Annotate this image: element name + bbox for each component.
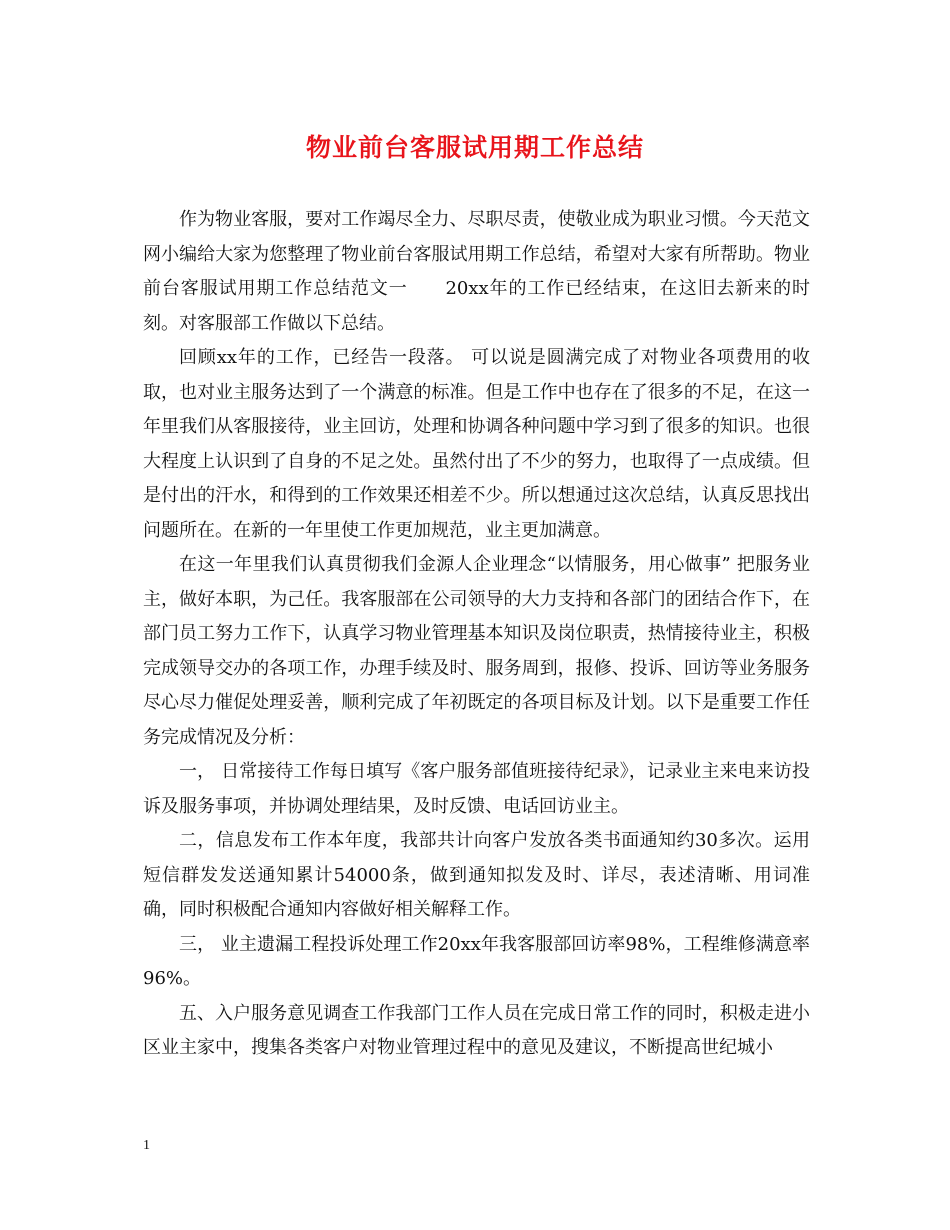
paragraph-5: 二，信息发布工作本年度，我部共计向客户发放各类书面通知约30多次。运用短信群发发送通知累计54000条，做到通知拟发及时、详尽，表述清晰、用词准确，同时积极配合通知内容做好相关解释工作。 [143, 830, 810, 920]
paragraph-6: 三， 业主遗漏工程投诉处理工作20xx年我客服部回访率98%，工程维修满意率96%。 [143, 933, 810, 989]
page-number: 1 [143, 1138, 150, 1153]
paragraph-2: 回顾xx年的工作，已经告一段落。 可以说是圆满完成了对物业各项费用的收取，也对业主服务达到了一个满意的标准。但是工作中也存在了很多的不足，在这一年里我们从客服接待，业主回访，处理和协调各种问题中学习到了很多的知识。也很大程度上认识到了自身的不足之处。虽然付出了不少的努力，也取得了一点成绩。但是付出的汗水，和得到的工作效果还相差不少。所以想通过这次总结，认真反思找出问题所在。在新的一年里使工作更加规范，业主更加满意。 [143, 347, 810, 541]
paragraph-3: 在这一年里我们认真贯彻我们金源人企业理念“以情服务，用心做事” 把服务业主，做好本职，为己任。我客服部在公司领导的大力支持和各部门的团结合作下，在部门员工努力工作下，认真学习物业管理基本知识及岗位职责，热情接待业主，积极完成领导交办的各项工作，办理手续及时、服务周到，报修、投诉、回访等业务服务尽心尽力催促处理妥善，顺利完成了年初既定的各项目标及计划。以下是重要工作任务完成情况及分析： [143, 554, 810, 748]
document-body [143, 203, 810, 1066]
paragraph-4: 一， 日常接待工作每日填写《客户服务部值班接待纪录》，记录业主来电来访投诉及服务事项，并协调处理结果，及时反馈、电话回访业主。 [143, 761, 810, 817]
paragraph-7: 五、入户服务意见调查工作我部门工作人员在完成日常工作的同时，积极走进小区业主家中，搜集各类客户对物业管理过程中的意见及建议，不断提高世纪城小 [143, 1002, 810, 1058]
document-title: 物业前台客服试用期工作总结 [305, 133, 644, 162]
paragraph-1: 作为物业客服，要对工作竭尽全力、尽职尽责，使敬业成为职业习惯。今天范文网小编给大家为您整理了物业前台客服试用期工作总结，希望对大家有所帮助。物业前台客服试用期工作总结范文一 20xx年的工作已经结束，在这旧去新来的时刻。对客服部工作做以下总结。 [143, 209, 810, 334]
